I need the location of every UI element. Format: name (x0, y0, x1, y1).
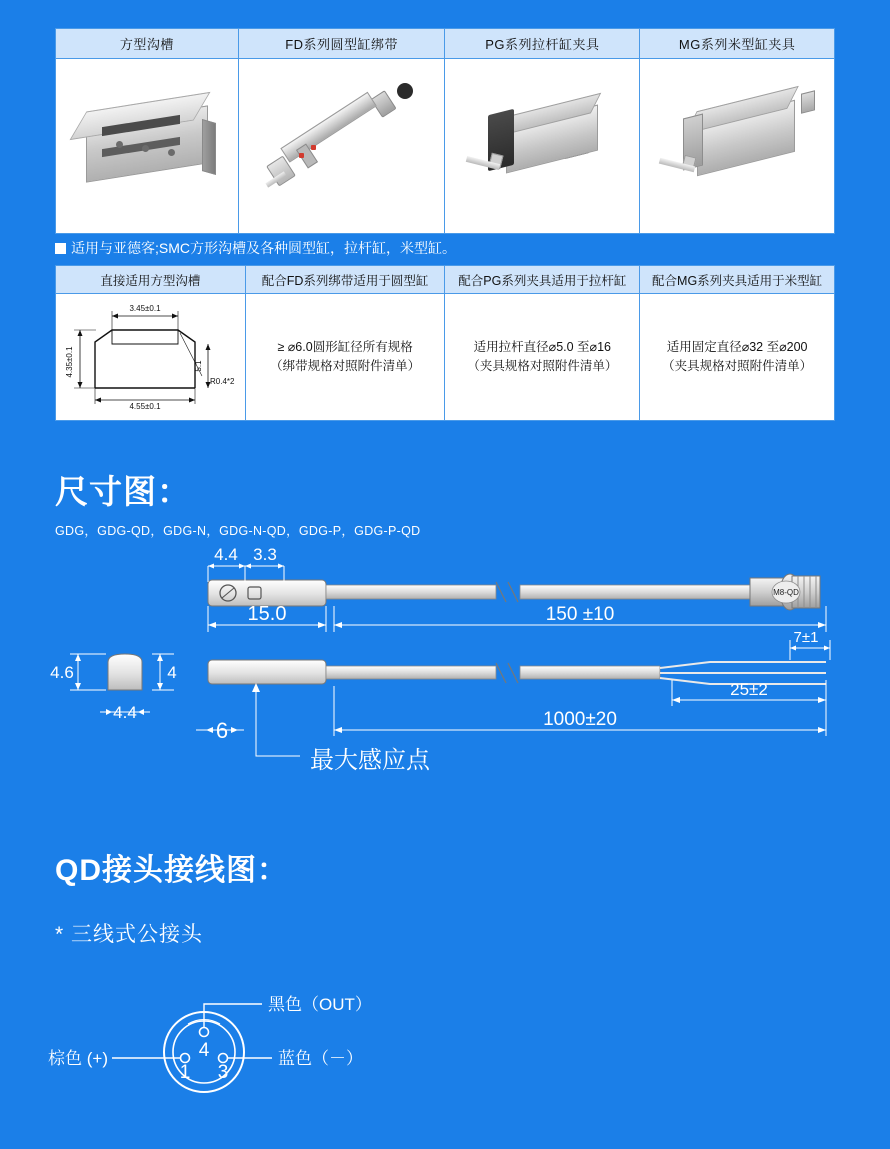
spec-pg-line-1: 适用拉杆直径⌀5.0 至⌀16 (473, 339, 611, 354)
spec-mg-line-2: （夹具规格对照附件清单） (662, 359, 813, 373)
pin-label-3: 3 (217, 1062, 229, 1083)
dim-25-2: 25±2 (730, 680, 768, 699)
applicability-note (55, 238, 456, 258)
square-groove-block-illustration (72, 101, 222, 191)
dimension-section-title: 尺寸图： (55, 473, 191, 510)
dim-4-6: 4.6 (50, 663, 74, 682)
connector-label: M8-QD (773, 588, 799, 597)
spec-table-header-row (56, 266, 835, 294)
max-sensing-point-label: 最大感应点 (310, 747, 430, 774)
dim-6: 6 (215, 718, 229, 743)
mg-clamp-illustration (657, 86, 817, 206)
product-table (55, 28, 835, 234)
dim-cable-1000: 1000±20 (543, 709, 617, 730)
product-table-image-row (56, 59, 835, 234)
product-image-pg-clamp (445, 59, 640, 234)
groove-dim-bottom: 4.55±0.1 (129, 402, 161, 411)
product-header-cell-1: FD系列圆型缸绑带 (238, 29, 445, 59)
spec-cell-groove-drawing (56, 294, 246, 421)
qd-section-subtitle: * 三线式公接头 (55, 923, 204, 946)
qd-section-title: QD接头接线图： (55, 854, 288, 887)
dim-15-0: 15.0 (247, 603, 287, 625)
product-table-header-row (56, 29, 835, 59)
groove-dim-radius: R0.4*2 (210, 377, 235, 386)
product-image-mg-clamp (640, 59, 835, 234)
groove-dim-left: 4.35±0.1 (65, 346, 75, 378)
spec-table-content-row (56, 294, 835, 421)
groove-section-drawing (60, 300, 240, 412)
wire-label-black: 黑色（OUT） (268, 995, 372, 1014)
dim-4-4-top: 4.4 (214, 545, 238, 564)
wire-label-brown: 棕色 (+) (48, 1049, 108, 1068)
spec-mg-line-1: 适用固定直径⌀32 至⌀200 (666, 339, 808, 354)
spec-cell-mg (640, 294, 835, 421)
pin-label-1: 1 (179, 1062, 191, 1083)
dimension-drawing (0, 540, 890, 830)
spec-fd-line-2: （绑带规格对照附件清单） (270, 359, 421, 373)
spec-header-cell-1: 配合FD系列绑带适用于圆型缸 (245, 266, 445, 294)
dim-7-1: 7±1 (793, 629, 819, 646)
spec-header-cell-3: 配合MG系列夹具适用于米型缸 (640, 266, 835, 294)
round-cylinder-illustration (257, 81, 427, 211)
dim-4-4-bottom: 4.4 (113, 703, 137, 722)
product-image-round-cylinder-band (238, 59, 445, 234)
product-header-cell-2: PG系列拉杆缸夹具 (445, 29, 640, 59)
spec-table (55, 265, 835, 421)
spec-header-cell-0: 直接适用方型沟槽 (56, 266, 246, 294)
product-header-cell-0: 方型沟槽 (56, 29, 239, 59)
groove-dim-top: 3.45±0.1 (129, 304, 161, 313)
dim-3-3-top: 3.3 (253, 545, 277, 564)
wire-label-blue: 蓝色（－） (278, 1049, 363, 1068)
qd-wiring-diagram (0, 960, 890, 1110)
pg-clamp-illustration (462, 86, 622, 206)
spec-cell-fd (245, 294, 445, 421)
applicability-note-text: 适用与亚德客;SMC方形沟槽及各种圆型缸，拉杆缸，米型缸。 (71, 240, 456, 256)
product-header-cell-3: MG系列米型缸夹具 (640, 29, 835, 59)
dim-cable-150: 150 ±10 (545, 604, 615, 625)
spec-pg-line-2: （夹具规格对照附件清单） (467, 359, 618, 373)
product-image-square-groove-block (56, 59, 239, 234)
spec-cell-pg (445, 294, 640, 421)
pin-label-4: 4 (198, 1040, 210, 1061)
dimension-drawing-area (0, 540, 890, 830)
spec-fd-line-1: ≥ ⌀6.0圆形缸径所有规格 (277, 339, 413, 354)
qd-wiring-diagram-area (0, 960, 890, 1110)
groove-dim-inner: 5.1 (194, 360, 204, 372)
spec-header-cell-2: 配合PG系列夹具适用于拉杆缸 (445, 266, 640, 294)
bullet-square-icon (55, 243, 66, 254)
dim-4: 4 (167, 663, 177, 682)
dimension-model-list: GDG，GDG-QD，GDG-N，GDG-N-QD，GDG-P，GDG-P-QD (55, 524, 421, 538)
